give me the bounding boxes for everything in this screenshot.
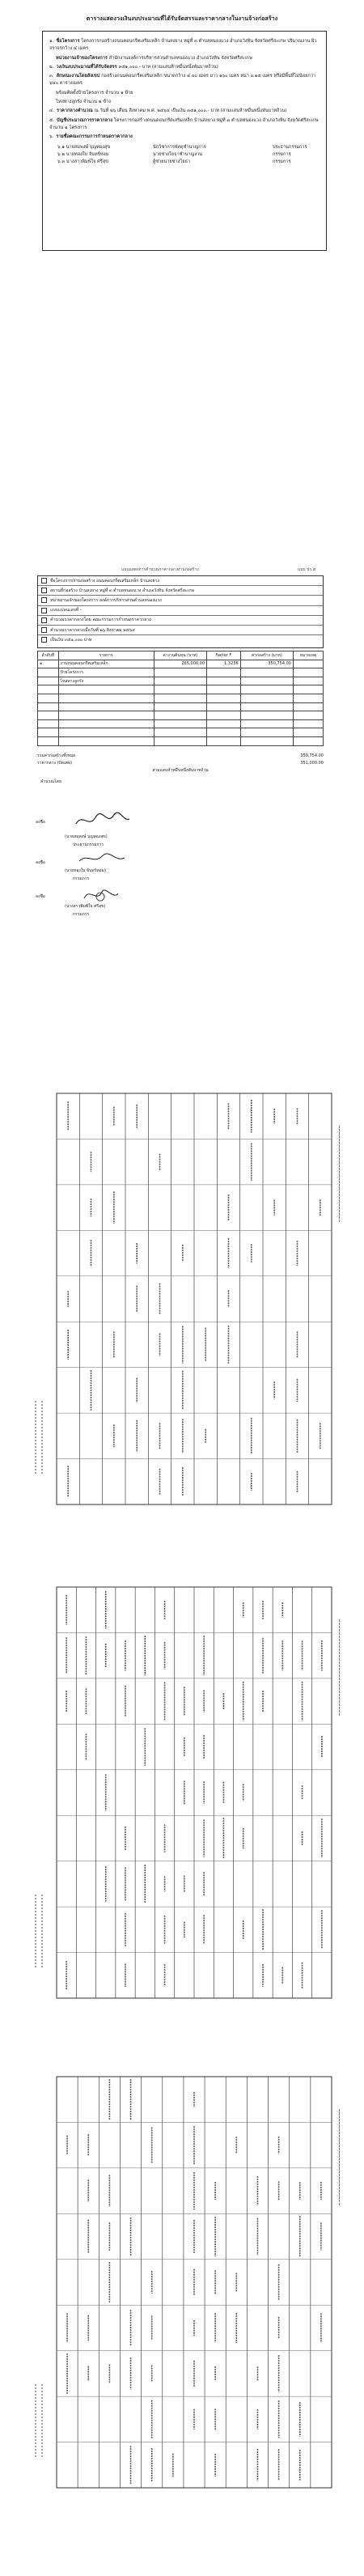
- sig2-role: กรรมการ: [73, 876, 90, 881]
- table-cell: [240, 677, 293, 685]
- table-cell: [240, 736, 293, 745]
- item-text: ไหล่ทางลูกรัง จำนวน ๒ ข้าง: [56, 100, 111, 105]
- table-cell: [240, 702, 293, 711]
- table-cell: [38, 677, 59, 685]
- table-cell: [154, 719, 206, 728]
- rounded-label: ราคากลาง (ปัดเศษ): [37, 761, 73, 766]
- table-cell: [154, 668, 206, 677]
- item-label: หน่วยงานเจ้าของโครงการ: [56, 55, 108, 61]
- table-cell: [38, 685, 59, 694]
- table-cell: [154, 694, 206, 702]
- table-cell: [240, 728, 293, 737]
- table-cell: [38, 702, 59, 711]
- column-header: Factor F: [207, 651, 241, 660]
- item-text: พร้อมติดตั้งป้ายโครงการ จำนวน ๑ ป้าย: [56, 90, 133, 95]
- table-cell: [154, 702, 206, 711]
- summary-item: [49, 108, 320, 115]
- calc-form-code: แบบ ปร.๕: [298, 567, 316, 572]
- item-label: วงเงินงบประมาณที่ได้รับจัดสรร: [56, 64, 117, 70]
- info-text: เป็นเงิน ๓๕๑,๐๐๐ บาท: [50, 637, 92, 643]
- table-row: [38, 728, 324, 737]
- sig1-name: (นายสมพงษ์ บุญทองสุข): [65, 834, 108, 839]
- table-cell: [58, 694, 154, 702]
- table-cell: [207, 685, 241, 694]
- table-cell: [240, 719, 293, 728]
- signature-2: [78, 851, 126, 866]
- amount-in-words: สามแสนห้าหมื่นหนึ่งพันบาทถ้วน: [152, 768, 209, 773]
- table-cell: [154, 677, 206, 685]
- table-row: [38, 660, 324, 668]
- info-text: คำนวณราคากลางโดย คณะกรรมการกำหนดราคากลาง: [50, 617, 151, 623]
- checkbox-icon: [41, 617, 47, 623]
- total-value: 350,754.00: [300, 753, 324, 758]
- table-cell: [293, 694, 323, 702]
- sign-label-2: ลงชื่อ: [36, 860, 45, 865]
- table-cell: [240, 685, 293, 694]
- table-cell: [207, 694, 241, 702]
- item-label: ราคากลางคำนวณ: [57, 108, 93, 114]
- item-text: ณ วันที่ ๒๖ เดือน สิงหาคม พ.ศ. ๒๕๖๔ เป็นเงิน ๓๕๑,๐๐๐.- บาท (สามแสนห้าหมื่นหนึ่งพันบาทถ้วน): [94, 108, 287, 114]
- table-cell: [38, 728, 59, 737]
- table-cell: [293, 685, 323, 694]
- committee-name: ๖.๓ นางสาวพิมพ์ใจ ศรีสุข: [57, 159, 108, 165]
- rotated-table-page-1: [24, 1089, 340, 1509]
- table-cell: [38, 668, 59, 677]
- table-cell: [293, 677, 323, 685]
- checkbox-icon: [41, 608, 47, 613]
- project-info-box: [37, 575, 324, 648]
- checkbox-icon: [41, 597, 47, 603]
- table-cell: ไหล่ทางลูกรัง: [58, 677, 154, 685]
- table-cell: ป้ายโครงการ: [58, 668, 154, 677]
- column-header: รายการ: [58, 651, 154, 660]
- table-cell: งานถนนคอนกรีตเสริมเหล็ก: [58, 660, 154, 668]
- table-cell: [207, 728, 241, 737]
- table-cell: [293, 660, 323, 668]
- table-cell: [293, 711, 323, 720]
- table-row: [38, 677, 324, 685]
- info-text: สถานที่ก่อสร้าง บ้านสงยาง หมู่ที่ ๓ ตำบลหนองแวง อำเภอวังหิน จังหวัดศรีสะเกษ: [50, 588, 195, 593]
- summary-item: [49, 117, 320, 133]
- summary-item: [49, 64, 320, 71]
- totals: [37, 753, 324, 774]
- table-row: [38, 685, 324, 694]
- rounded-value: 351,000.00: [300, 761, 324, 766]
- committee-name: ๖.๒ นายทองใบ จันทร์หอม: [57, 151, 109, 157]
- checkbox-icon: [41, 588, 47, 593]
- table-cell: [154, 711, 206, 720]
- calc-by-label: คำนวณโดย: [40, 779, 61, 784]
- info-text: แบบแปลนเลขที่ -: [50, 608, 82, 613]
- table-cell: 350,754.00: [240, 660, 293, 668]
- column-header: หมายเหตุ: [293, 651, 323, 660]
- info-text: คำนวณราคากลางเมื่อวันที่ ๒๖ สิงหาคม ๒๕๖๔: [50, 627, 135, 633]
- item-label: ลักษณะงานโดยสังเขป: [56, 74, 100, 79]
- summary-item: [49, 73, 320, 88]
- summary-item: [49, 99, 320, 106]
- item-number: ๓.: [49, 74, 54, 79]
- info-row: [38, 576, 323, 586]
- table-cell: [207, 677, 241, 685]
- rotated-table-scan: [24, 2072, 340, 2493]
- item-number: ๒.: [49, 64, 54, 70]
- checkbox-icon: [41, 627, 47, 633]
- sig3-name: (นางสาวพิมพ์ใจ ศรีสุข): [65, 904, 106, 909]
- table-cell: [240, 711, 293, 720]
- table-cell: [38, 694, 59, 702]
- info-row: [38, 606, 323, 616]
- item-label: บัญชีประมาณการราคากลาง: [57, 117, 112, 123]
- column-header: ค่างานต้นทุน (บาท): [154, 651, 206, 660]
- committee-role: ประธานกรรมการ: [273, 144, 307, 150]
- committee-row: [49, 159, 320, 166]
- summary-title: ตารางแสดงวงเงินงบประมาณที่ได้รับจัดสรรและราคากลางในงานจ้างก่อสร้าง: [86, 15, 278, 22]
- item-label: รายชื่อคณะกรรมการกำหนดราคากลาง: [56, 134, 133, 140]
- column-header: ลำดับที่: [38, 651, 59, 660]
- table-cell: [293, 719, 323, 728]
- rotated-table-page-3: [24, 2072, 340, 2493]
- committee-name: ๖.๑ นายสมพงษ์ บุญทองสุข: [57, 144, 111, 150]
- item-text: โครงการก่อสร้างถนนคอนกรีตเสริมเหล็ก บ้านสงยาง หมู่ที่ ๓ ตำบลหนองแวง อำเภอวังหิน จังหวัดศรีสะเกษ จำนวน ๑ โครงการ: [49, 117, 319, 130]
- sig1-role: ประธานกรรมการ: [73, 842, 104, 847]
- rotated-table-page-2: [24, 1582, 340, 2003]
- item-text: ก่อสร้างถนนคอนกรีตเสริมเหล็ก ขนาดกว้าง ๔.๐๐ เมตร ยาว ๑๖๐ เมตร หนา ๐.๑๕ เมตร หรือมีพื้นที่ไม่น้อยกว่า ๖๔๐ ตารางเมตร: [49, 74, 316, 87]
- item-text: โครงการก่อสร้างถนนคอนกรีตเสริมเหล็ก บ้านสงยาง หมู่ที่ ๓ ตำบลหนองแวง อำเภอวังหิน จังหวัดศรีสะเกษ ปริมาณงาน ผิวจราจรกว้าง ๔ เมตร: [49, 39, 317, 52]
- summary-box: [42, 31, 327, 251]
- info-text: ชื่อโครงการ/งานก่อสร้าง ถนนคอนกรีตเสริมเหล็ก บ้านสงยาง: [50, 578, 159, 584]
- table-cell: ๑: [38, 660, 59, 668]
- table-cell: [207, 711, 241, 720]
- signature-3: [81, 885, 121, 905]
- item-number: ๕.: [49, 117, 55, 123]
- table-cell: 1.3236: [207, 660, 241, 668]
- summary-item: [49, 90, 320, 97]
- table-cell: [58, 719, 154, 728]
- total-label: รวมค่าก่อสร้างทั้งหมด: [37, 753, 76, 758]
- item-number: ๖.: [49, 134, 54, 140]
- table-cell: [38, 711, 59, 720]
- committee-row: [49, 144, 320, 151]
- summary-item: [49, 55, 320, 62]
- table-cell: [240, 668, 293, 677]
- table-row: [38, 694, 324, 702]
- committee-position: นายช่างโยธาชำนาญงาน: [153, 151, 203, 157]
- item-number: ๑.: [49, 39, 54, 44]
- table-row: [38, 711, 324, 720]
- committee-position: นักวิชาการพัสดุชำนาญการ: [153, 144, 206, 150]
- table-cell: [58, 711, 154, 720]
- table-cell: [293, 668, 323, 677]
- info-text: หน่วยงานเจ้าของโครงการ องค์การบริหารส่วนตำบลหนองแวง: [50, 597, 162, 603]
- table-cell: [58, 702, 154, 711]
- item-text: ๓๕๑,๐๐๐.- บาท (สามแสนห้าหมื่นหนึ่งพันบาทถ้วน): [118, 64, 218, 70]
- info-row: [38, 635, 323, 644]
- table-cell: [207, 668, 241, 677]
- table-cell: [154, 736, 206, 745]
- table-cell: [207, 702, 241, 711]
- table-row: [38, 668, 324, 677]
- committee-role: กรรมการ: [273, 151, 291, 157]
- table-cell: [38, 736, 59, 745]
- committee-position: ผู้ช่วยนายช่างโยธา: [153, 159, 191, 165]
- rotated-table-scan: [24, 1089, 340, 1509]
- item-label: ชื่อโครงการ: [56, 39, 80, 44]
- table-cell: [58, 685, 154, 694]
- table-cell: 265,000.00: [154, 660, 206, 668]
- sign-label-3: ลงชื่อ: [36, 894, 45, 899]
- table-cell: [240, 694, 293, 702]
- committee-role: กรรมการ: [273, 159, 291, 165]
- sig3-role: กรรมการ: [73, 912, 90, 917]
- checkbox-icon: [41, 578, 47, 584]
- cost-table: [37, 651, 324, 746]
- calc-header: แบบแสดงการคำนวณราคากลางงานก่อสร้าง: [121, 567, 199, 572]
- item-text: สำนักงานองค์การบริหารส่วนตำบลหนองแวง อำเภอวังหิน จังหวัดศรีสะเกษ: [108, 55, 252, 61]
- table-cell: [38, 719, 59, 728]
- table-cell: [207, 736, 241, 745]
- table-cell: [154, 685, 206, 694]
- table-cell: [58, 736, 154, 745]
- info-row: [38, 586, 323, 596]
- table-row: [38, 702, 324, 711]
- summary-item: [49, 134, 320, 141]
- table-cell: [58, 728, 154, 737]
- info-row: [38, 626, 323, 635]
- checkbox-icon: [41, 637, 47, 643]
- table-row: [38, 719, 324, 728]
- table-cell: [207, 719, 241, 728]
- sign-label-1: ลงชื่อ: [36, 820, 45, 825]
- table-cell: [154, 728, 206, 737]
- info-row: [38, 616, 323, 626]
- info-row: [38, 596, 323, 605]
- column-header: ค่าก่อสร้าง (บาท): [240, 651, 293, 660]
- rotated-table-scan: [24, 1582, 340, 2003]
- committee-row: [49, 151, 320, 159]
- committee-list: [49, 144, 320, 167]
- summary-item: [49, 38, 320, 53]
- table-cell: [293, 728, 323, 737]
- table-row: [38, 736, 324, 745]
- item-number: ๔.: [49, 108, 55, 114]
- sig2-name: (นายทองใบ จันทร์หอม): [65, 868, 106, 873]
- table-cell: [293, 702, 323, 711]
- signature-1: [74, 809, 131, 830]
- table-cell: [293, 736, 323, 745]
